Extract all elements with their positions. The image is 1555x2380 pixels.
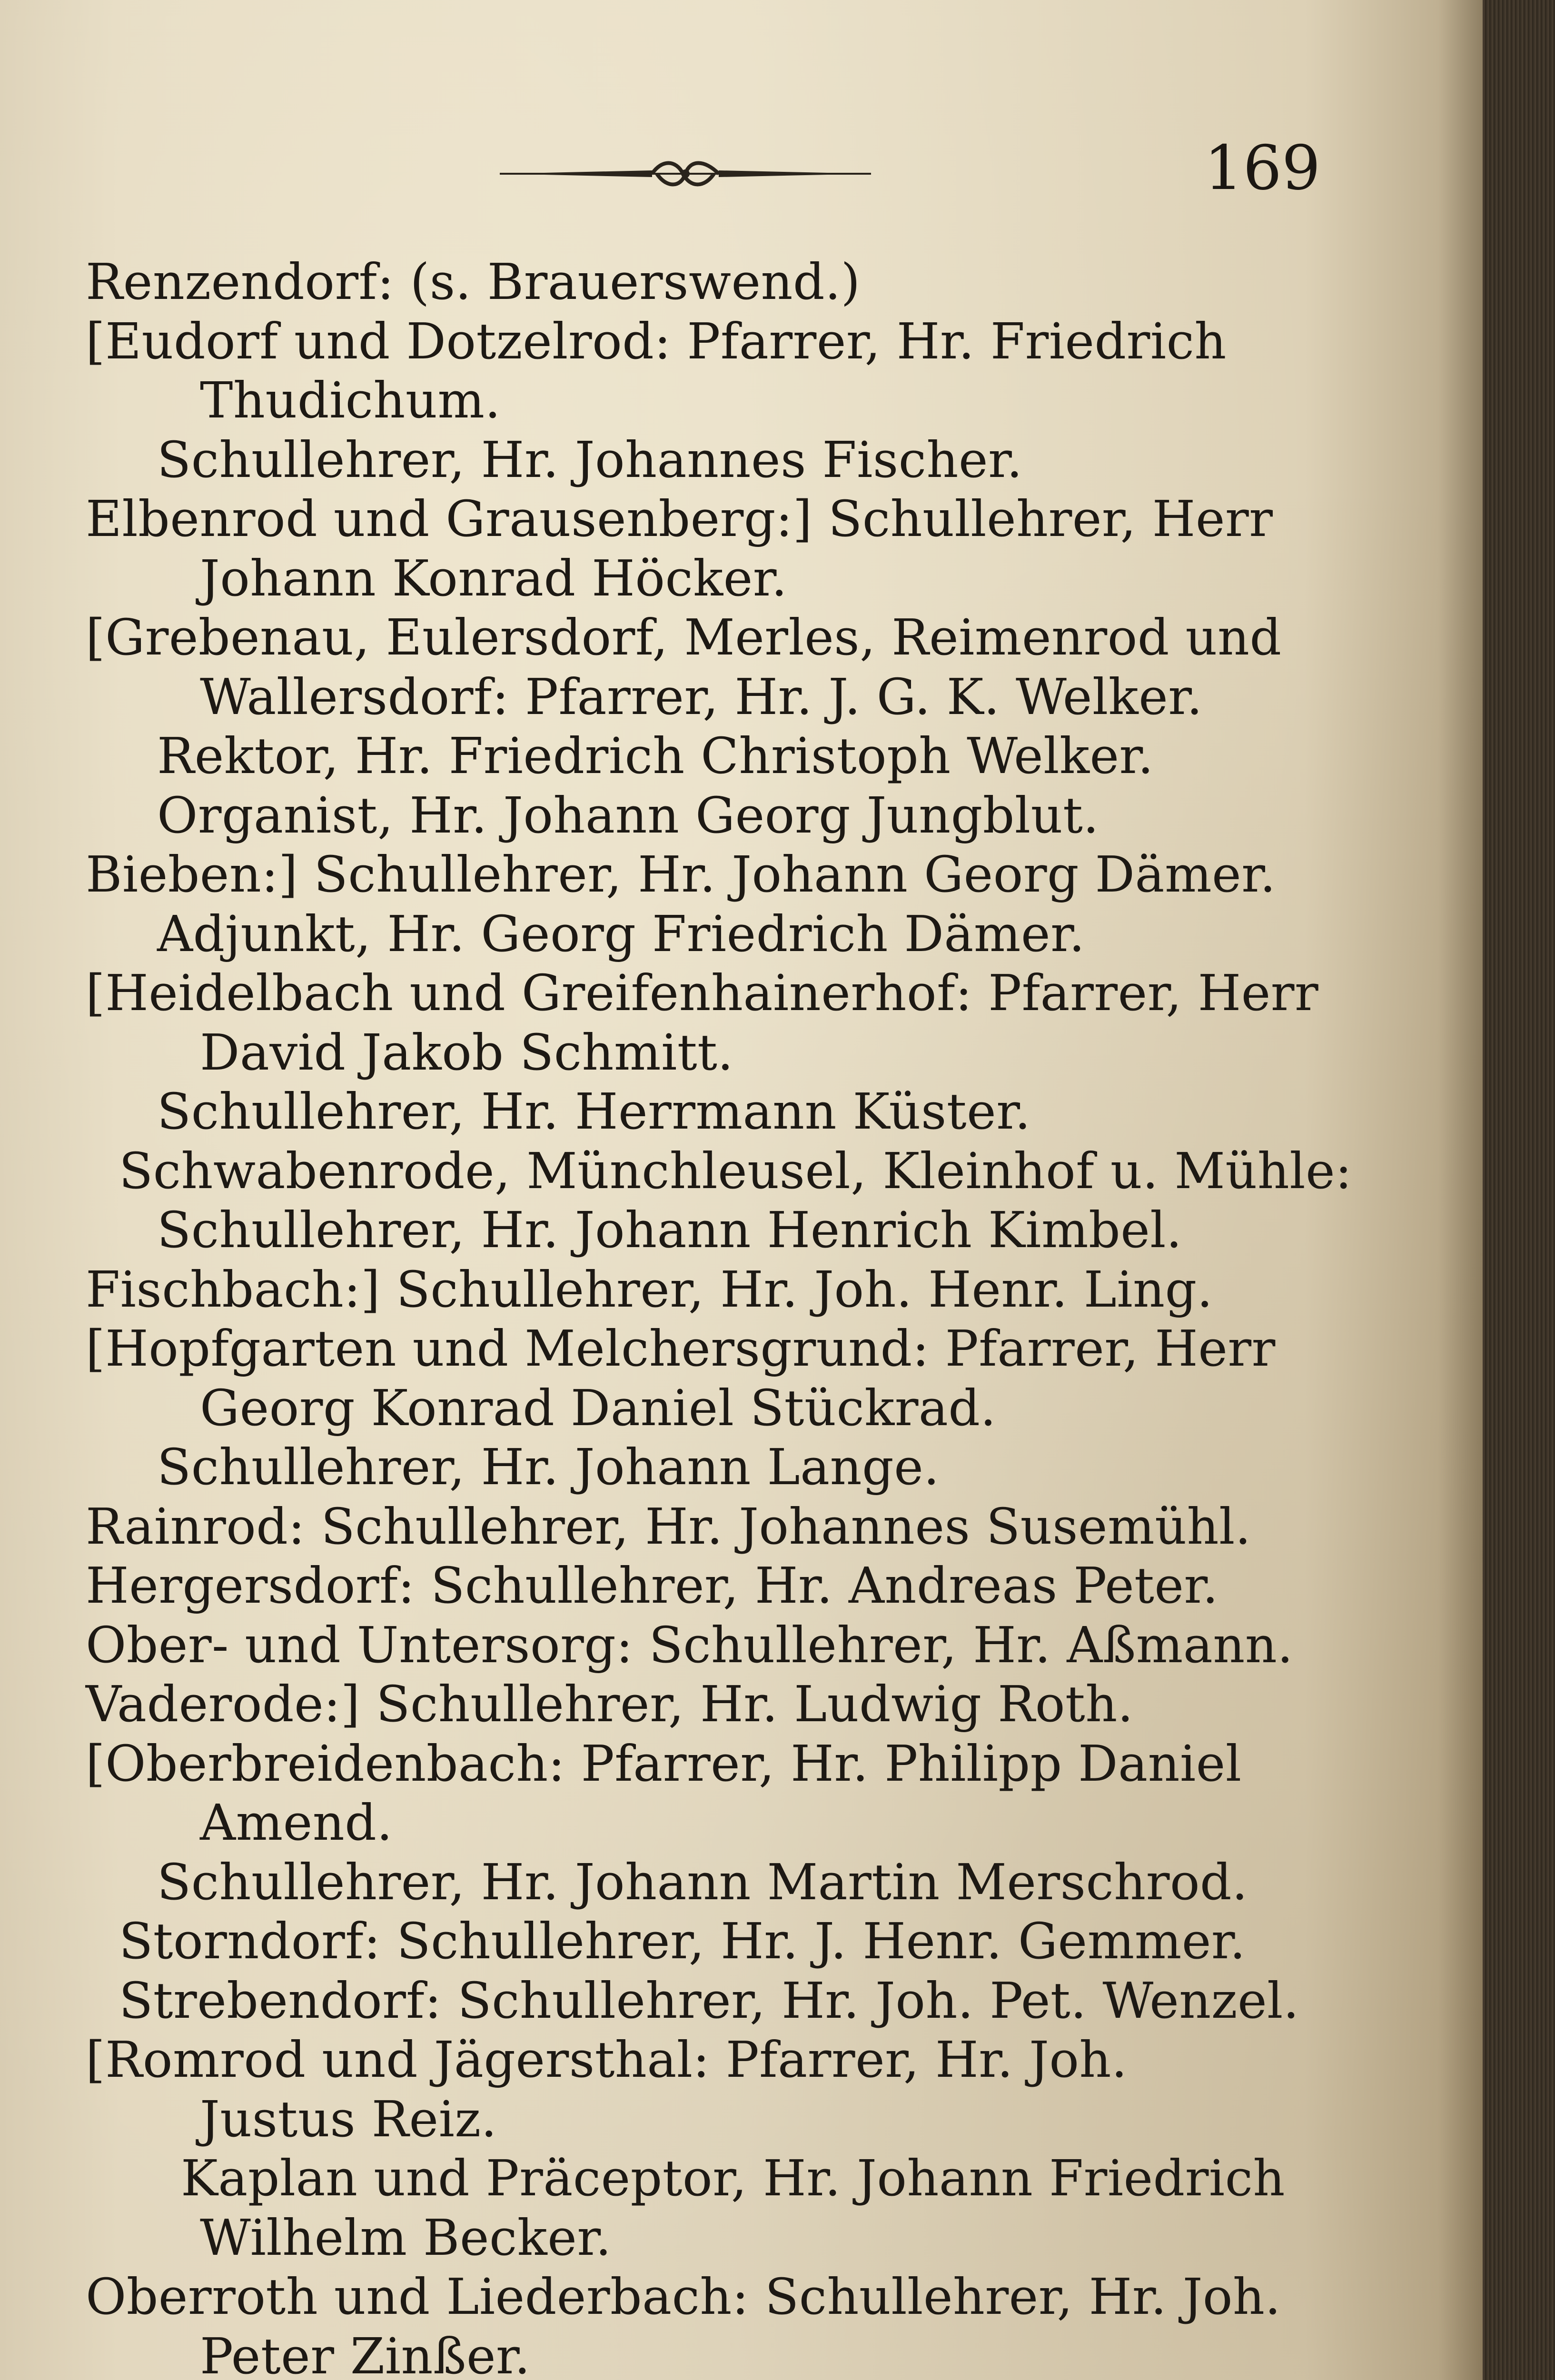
text-line: Rainrod: Schullehrer, Hr. Johannes Susemühl. — [86, 1497, 1251, 1556]
text-line: Schwabenrode, Münchleusel, Kleinhof u. Mühle: — [119, 1141, 1352, 1200]
text-line: [Romrod und Jägersthal: Pfarrer, Hr. Joh. — [86, 2031, 1128, 2089]
text-line: Thudichum. — [200, 371, 501, 429]
text-line: Storndorf: Schullehrer, Hr. J. Henr. Gemmer. — [119, 1912, 1246, 1970]
text-line: Johann Konrad Höcker. — [200, 549, 788, 607]
text-line: [Grebenau, Eulersdorf, Merles, Reimenrod und — [86, 608, 1282, 666]
text-line: [Oberbreidenbach: Pfarrer, Hr. Philipp Daniel — [86, 1734, 1242, 1793]
text-line: Amend. — [200, 1794, 393, 1852]
text-line: David Jakob Schmitt. — [200, 1023, 733, 1081]
text-line: Schullehrer, Hr. Johannes Fischer. — [157, 430, 1023, 489]
page-number: 169 — [1204, 133, 1321, 204]
text-line: Bieben:] Schullehrer, Hr. Johann Georg Dämer. — [86, 845, 1276, 903]
text-line: Vaderode:] Schullehrer, Hr. Ludwig Roth. — [86, 1675, 1134, 1733]
text-line: Fischbach:] Schullehrer, Hr. Joh. Henr. Ling. — [86, 1260, 1213, 1319]
text-line: Justus Reiz. — [200, 2090, 497, 2148]
ornament-divider-icon — [495, 157, 876, 190]
text-line: Ober- und Untersorg: Schullehrer, Hr. Aßmann. — [86, 1616, 1293, 1674]
text-line: Schullehrer, Hr. Johann Martin Merschrod. — [157, 1853, 1248, 1911]
text-line: Organist, Hr. Johann Georg Jungblut. — [157, 786, 1099, 844]
text-line: Strebendorf: Schullehrer, Hr. Joh. Pet. Wenzel. — [119, 1971, 1299, 2030]
text-line: Oberroth und Liederbach: Schullehrer, Hr. Joh. — [86, 2268, 1281, 2326]
text-line: Wallersdorf: Pfarrer, Hr. J. G. K. Welker. — [200, 667, 1203, 726]
text-line: Georg Konrad Daniel Stückrad. — [200, 1378, 997, 1437]
text-line: Peter Zinßer. — [200, 2327, 531, 2380]
text-line: Hergersdorf: Schullehrer, Hr. Andreas Peter. — [86, 1557, 1218, 1615]
text-body — [86, 252, 1371, 2380]
text-line: Kaplan und Präceptor, Hr. Johann Friedrich — [181, 2149, 1285, 2207]
text-line: Schullehrer, Hr. Herrmann Küster. — [157, 1082, 1031, 1140]
text-line: [Eudorf und Dotzelrod: Pfarrer, Hr. Friedrich — [86, 312, 1227, 370]
text-line: Adjunkt, Hr. Georg Friedrich Dämer. — [157, 904, 1085, 963]
book-edge — [1483, 0, 1555, 2380]
text-line: Renzendorf: (s. Brauerswend.) — [86, 253, 861, 311]
text-line: Elbenrod und Grausenberg:] Schullehrer, Herr — [86, 490, 1273, 548]
text-line: Rektor, Hr. Friedrich Christoph Welker. — [157, 727, 1154, 785]
text-line: [Hopfgarten und Melchersgrund: Pfarrer, Herr — [86, 1319, 1276, 1378]
text-line: Schullehrer, Hr. Johann Lange. — [157, 1438, 940, 1496]
text-line: Wilhelm Becker. — [200, 2208, 612, 2267]
text-line: [Heidelbach und Greifenhainerhof: Pfarrer, Herr — [86, 964, 1319, 1022]
text-line: Schullehrer, Hr. Johann Henrich Kimbel. — [157, 1201, 1182, 1259]
